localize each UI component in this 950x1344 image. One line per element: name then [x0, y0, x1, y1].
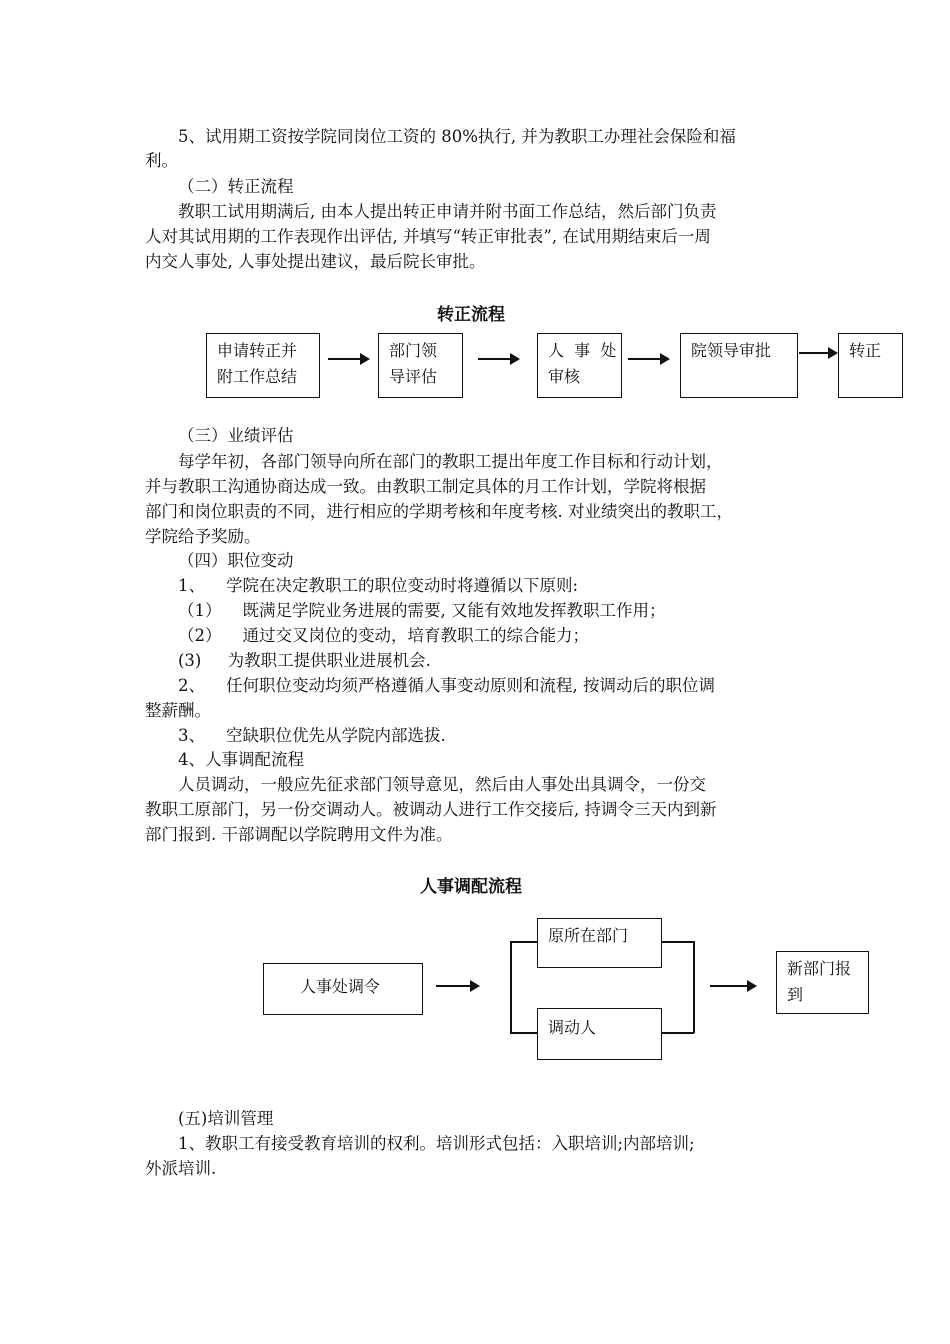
flow-step-original-dept — [537, 918, 662, 968]
flow-step-text: 调动人 — [548, 1018, 597, 1037]
flow-step-text: 转正 — [849, 341, 882, 360]
list-item: 4、人事调配流程 — [178, 750, 304, 769]
flow-step-text: 到 — [787, 985, 804, 1004]
arrow-icon — [436, 985, 478, 987]
paragraph-line: 每学年初，各部门领导向所在部门的教职工提出年度工作目标和行动计划， — [178, 452, 723, 471]
arrow-icon — [328, 358, 368, 360]
paragraph-line: 内交人事处, 人事处提出建议，最后院长审批。 — [145, 252, 486, 271]
paragraph-line: 利。 — [145, 151, 178, 170]
paragraph-line: 部门报到. 干部调配以学院聘用文件为准。 — [145, 825, 453, 844]
list-item: 2、 任何职位变动均须严格遵循人事变动原则和流程, 按调动后的职位调 — [178, 676, 715, 695]
section-heading: （四）职位变动 — [178, 551, 294, 570]
arrow-icon — [628, 358, 668, 360]
flow-step-dept-review — [378, 333, 463, 398]
flow-step-transferee — [537, 1008, 662, 1060]
flow-step-text: 原所在部门 — [548, 926, 629, 945]
bracket-connector — [510, 1032, 538, 1034]
flow-step-text: 人 事 处 — [548, 341, 617, 360]
list-item: 1、 学院在决定教职工的职位变动时将遵循以下原则: — [178, 576, 579, 595]
arrow-icon — [710, 985, 755, 987]
list-item: （2） 通过交叉岗位的变动，培育教职工的综合能力； — [178, 626, 589, 645]
flow-step-hr-order — [263, 963, 423, 1015]
arrow-icon — [478, 358, 518, 360]
paragraph-line: 部门和岗位职责的不同，进行相应的学期考核和年度考核. 对业绩突出的教职工， — [145, 502, 733, 521]
section-heading: （二）转正流程 — [178, 177, 294, 196]
flow-step-text: 院领导审批 — [691, 341, 772, 360]
section-heading: (五)培训管理 — [178, 1109, 274, 1128]
bracket-connector — [510, 941, 538, 943]
flow-step-text: 导评估 — [389, 367, 438, 386]
paragraph-line: 并与教职工沟通协商达成一致。由教职工制定具体的月工作计划，学院将根据 — [145, 477, 706, 496]
paragraph-line: 整薪酬。 — [145, 701, 211, 720]
flow-step-text: 人事处调令 — [300, 977, 381, 996]
flow-step-leader-approval — [680, 333, 798, 398]
flow-step-hr-review — [537, 333, 622, 398]
paragraph-line: 外派培训. — [145, 1159, 217, 1178]
paragraph-line: 教职工原部门，另一份交调动人。被调动人进行工作交接后, 持调令三天内到新 — [145, 800, 717, 819]
flow-step-text: 审核 — [548, 367, 581, 386]
flowchart-title: 人事调配流程 — [420, 877, 522, 897]
paragraph-line: 人对其试用期的工作表现作出评估, 并填写“转正审批表”, 在试用期结束后一周 — [145, 227, 711, 246]
arrow-icon — [799, 352, 836, 354]
flow-step-text: 附工作总结 — [217, 367, 298, 386]
list-item: 3、 空缺职位优先从学院内部选拔. — [178, 726, 446, 745]
bracket-connector — [510, 941, 512, 1033]
flow-step-apply — [206, 333, 320, 398]
paragraph-line: 学院给予奖励。 — [145, 527, 261, 546]
section-heading: （三）业绩评估 — [178, 426, 294, 445]
bracket-connector — [661, 1032, 694, 1034]
paragraph-line: 教职工试用期满后, 由本人提出转正申请并附书面工作总结，然后部门负责 — [178, 202, 717, 221]
paragraph-line: 1、教职工有接受教育培训的权利。培训形式包括：入职培训;内部培训; — [178, 1134, 695, 1153]
flow-step-text: 申请转正并 — [217, 341, 298, 360]
flowchart-title: 转正流程 — [437, 305, 505, 325]
flow-step-new-dept — [776, 951, 869, 1014]
bracket-connector — [661, 941, 694, 943]
paragraph-line: 人员调动，一般应先征求部门领导意见，然后由人事处出具调令，一份交 — [178, 775, 706, 794]
paragraph-line: 5、试用期工资按学院同岗位工资的 80%执行, 并为教职工办理社会保险和福 — [178, 127, 736, 146]
bracket-connector — [693, 941, 695, 1033]
flow-step-confirmed — [838, 333, 903, 398]
list-item: (3) 为教职工提供职业进展机会. — [178, 651, 431, 670]
flow-step-text: 部门领 — [389, 341, 438, 360]
flow-step-text: 新部门报 — [787, 959, 852, 978]
list-item: （1） 既满足学院业务进展的需要, 又能有效地发挥教职工作用； — [178, 601, 666, 620]
